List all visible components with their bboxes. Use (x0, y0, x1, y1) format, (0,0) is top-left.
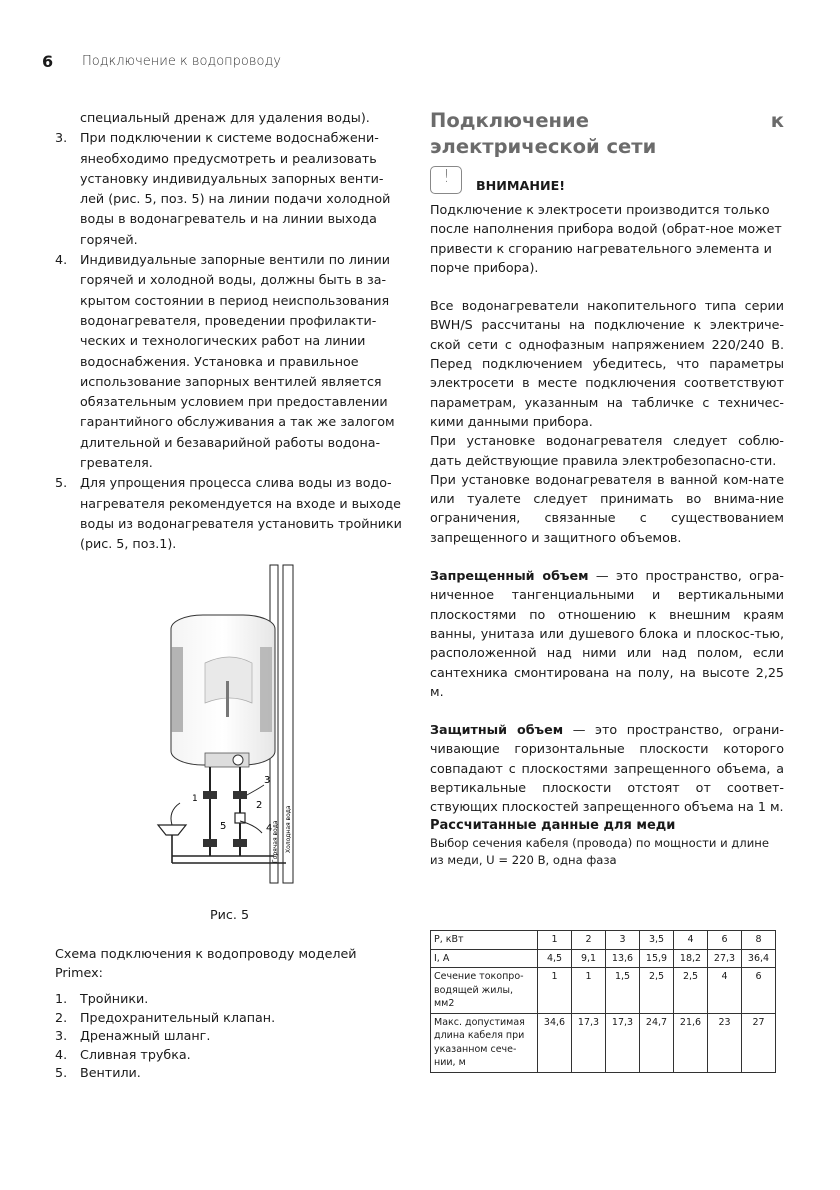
forbidden-volume-paragraph: Запрещенный объем — это пространство, огра-ниченное тангенциальными и вертикальными плоскостями по отношению к внешним краям ванны, унитаза или душевого блока и плоскос-тью, расположенной над ними или над полом, если сантехника смонтирована на полу, на высоте 2,25 м. (430, 568, 785, 699)
table-row: I, А 4,5 9,1 13,6 15,9 18,2 27,3 36,4 (431, 949, 776, 968)
table-row: Сечение токопро-водящей жилы, мм2 1 1 1,5 2,5 2,5 4 6 (431, 968, 776, 1014)
list-item: 2. Предохранительный клапан. (55, 1009, 276, 1025)
table-title: Рассчитанные данные для меди (430, 817, 676, 833)
connection-diagram (140, 563, 315, 903)
right-column (430, 108, 784, 870)
exclamation-icon: ! (442, 166, 451, 187)
section-title: Подключение к водопроводу (82, 54, 281, 69)
table-row: Р, кВт 1 2 3 3,5 4 6 8 (431, 931, 776, 950)
callout-2: 2 (256, 800, 263, 811)
warning-block (430, 166, 784, 200)
water-heater-illustration (140, 563, 315, 903)
list-item: 4. Сливная трубка. (55, 1046, 191, 1062)
page-number: 6 (42, 52, 54, 71)
warning-label: ВНИМАНИЕ! (476, 178, 566, 193)
callout-4: 4 (266, 823, 273, 834)
figure-caption: Рис. 5 (210, 907, 250, 922)
warning-text: Подключение к электросети производится только после наполнения прибора водой (обрат-ное может привести к сгоранию нагревательного элемента и порче прибора). (430, 202, 782, 275)
paragraph: Все водонагреватели накопительного типа серии BWH/S рассчитаны на подключение к электриче-ской сети с однофазным напряжением 220/240 В. Перед подключением убедитесь, что параметры электросети в месте подключения соответствуют параметрам, указанным на табличке с техничес-кими данными прибора. (430, 298, 784, 429)
lead-text: специальный дренаж для удаления воды). (80, 110, 370, 125)
list-item: 1. Тройники. (55, 991, 149, 1006)
paragraph: При установке водонагревателя в ванной ком-нате или туалете следует принимать во внима-ние ограничения, связанные с существованием запрещенного и защитного объемов. (430, 471, 784, 545)
paragraph: При установке водонагревателя следует соблю-дать действующие правила электробезопасно-сти. (430, 433, 784, 468)
copper-cable-table (430, 930, 776, 1073)
list-item: 4. Индивидуальные запорные вентили по линии горячей и холодной воды, должны быть в за-крытом состоянии в период неиспользования водонагревателя, проведении профилакти-ческих и технологических работ на линии водоснабжения. Установка и правильное использование запорных вентилей является обязательным условием при предоставлении гарантийного обслуживания а так же залогом длительной и безаварийной работы водона-гревателя. (55, 252, 395, 471)
callout-5: 5 (220, 821, 227, 832)
protective-volume-paragraph: Защитный объем — это пространство, ограни-чивающие горизонтальные плоскости которого совпадают с плоскостями запрещенного объема, а вертикальные плоскости отстоят от соответ-ствующих плоскостей запрещенного объема на 1 м. (430, 722, 784, 815)
section-heading: Подключение к электрической сети (430, 109, 784, 158)
table-row: Макс. допустимая длина кабеля при указанном сече-нии, м 34,6 17,3 17,3 24,7 21,6 23 27 (431, 1013, 776, 1072)
callout-1: 1 (192, 794, 198, 804)
list-item: 5. Для упрощения процесса слива воды из водо-нагревателя рекомендуется на входе и выходе воды из водонагревателя установить тройники (рис. 5, поз.1). (55, 475, 402, 552)
hot-water-label: Горячая вода (272, 820, 279, 863)
forbidden-volume-term: Запрещенный объем (430, 568, 589, 584)
scheme-caption: Схема подключения к водопроводу моделей Primex: (55, 946, 357, 980)
list-item: 3. Дренажный шланг. (55, 1028, 211, 1043)
callout-3: 3 (264, 775, 271, 786)
list-item: 5. Вентили. (55, 1065, 141, 1080)
left-column (55, 108, 405, 555)
list-item: 3. При подключении к системе водоснабжени-янеобходимо предусмотреть и реализовать установку индивидуальных запорных венти-лей (рис. 5, поз. 5) на линии подачи холодной воды в водонагреватель и на линии выхода горячей. (55, 130, 391, 247)
table-subtitle: Выбор сечения кабеля (провода) по мощности и длине из меди, U = 220 В, одна фаза (430, 835, 769, 868)
parts-list (55, 990, 405, 1083)
cold-water-label: Холодная вода (285, 805, 292, 853)
protective-volume-term: Защитный объем (430, 722, 564, 738)
